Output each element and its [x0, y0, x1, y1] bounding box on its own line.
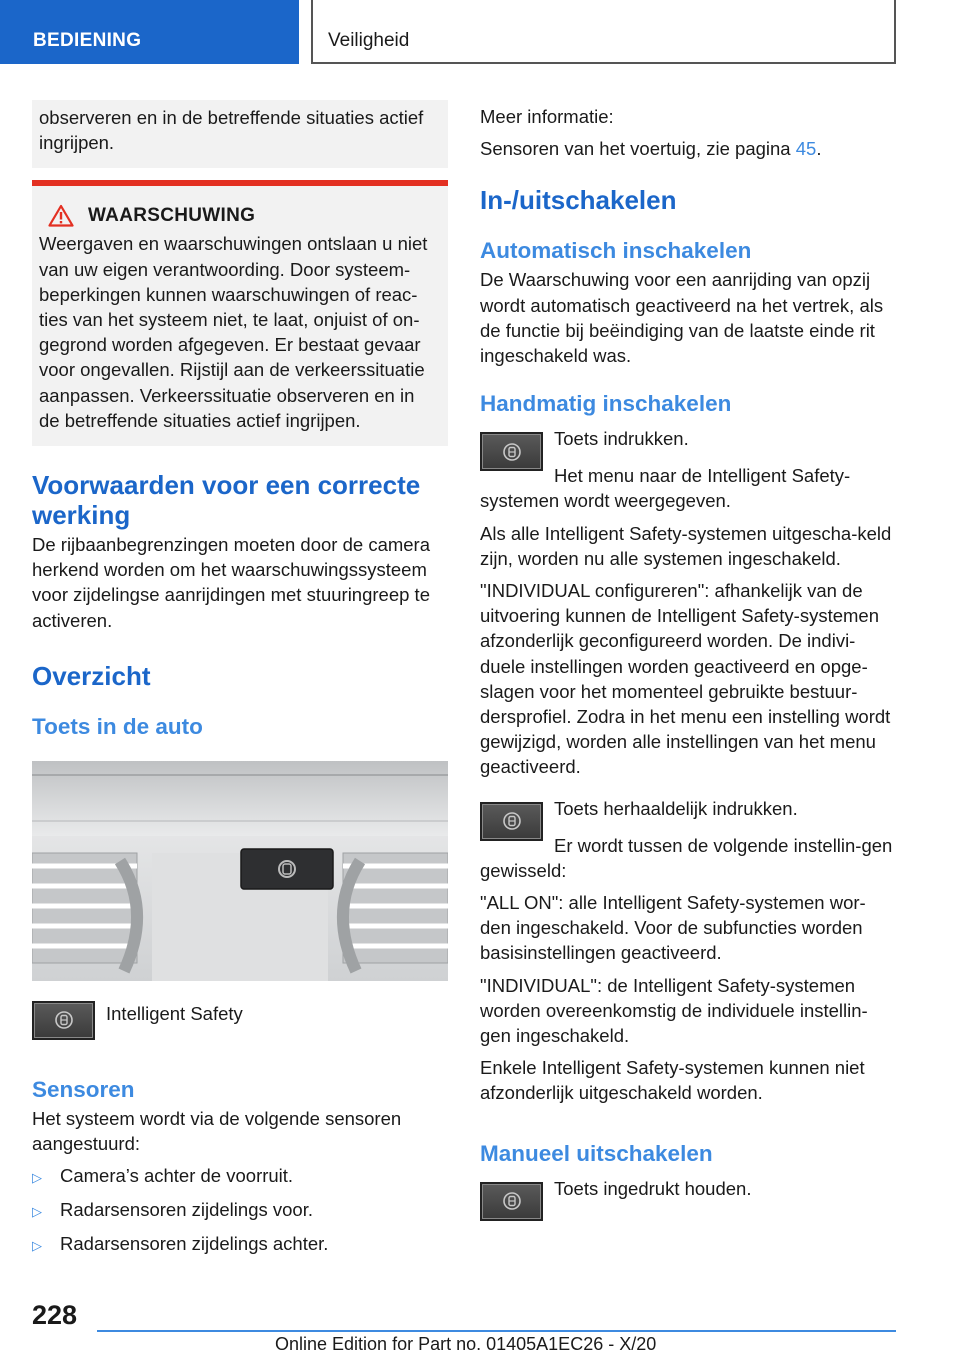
warning-header: [39, 204, 440, 227]
heading-manueel: Manueel uitschakelen: [480, 1140, 713, 1166]
intelligent-safety-button-icon: [480, 1182, 543, 1221]
bullet-triangle-icon: ▷: [32, 1170, 42, 1186]
subsection-title: Veiligheid: [328, 30, 410, 51]
handmatig-step2: Toets herhaaldelijk indrukken.: [554, 797, 798, 819]
sensoren-text: Het systeem wordt via de volgende sensoren aangestuurd:: [32, 1107, 402, 1155]
page-reference-link[interactable]: 45: [795, 138, 817, 160]
handmatig-p2: "INDIVIDUAL configureren": afhankelijk van de uitvoering kunnen de Intelligent Safety-systemen afzonderlijk geconfigureerd worden. De indivi-duele instellingen worden geactiveerd en opge-slagen voor het momenteel gebruikte bestuur-dersprofiel. Zodra in het menu een instelling wordt gewijzigd, worden alle instellingen van het menu geactiveerd.: [480, 580, 891, 778]
manueel-step: Toets ingedrukt houden.: [554, 1177, 752, 1199]
subsection-tab: [311, 0, 896, 64]
meer-info-label: Meer informatie:: [480, 106, 614, 127]
intro-box: [32, 100, 448, 168]
car-button-photo: [32, 761, 448, 981]
list-item: ▷ Radarsensoren zijdelings achter.: [32, 1231, 448, 1258]
bullet-triangle-icon: ▷: [32, 1204, 42, 1220]
automatisch-text: De Waarschuwing voor een aanrijding van opzij wordt automatisch geactiveerd na het vertrek, als de functie bij beëindiging van de laatste einde rit ingeschakeld was.: [480, 269, 884, 367]
heading-in-uitschakelen: In-/uitschakelen: [480, 185, 677, 216]
handmatig-step1: Toets indrukken.: [554, 428, 689, 450]
handmatig-p5: Enkele Intelligent Safety-systemen kunnen niet afzonderlijk uitgeschakeld worden.: [480, 1057, 865, 1104]
list-item: ▷ Camera’s achter de voorruit.: [32, 1163, 448, 1190]
warning-title: WAARSCHUWING: [88, 204, 256, 226]
handmatig-p4: "INDIVIDUAL": de Intelligent Safety-systemen worden overeenkomstig de individuele instellin-gen ingeschakeld.: [480, 974, 868, 1047]
heading-voorwaarden: Voorwaarden voor een correcte werking: [32, 470, 421, 531]
bullet-triangle-icon: ▷: [32, 1238, 42, 1254]
heading-toets-in-de-auto: Toets in de auto: [32, 713, 203, 739]
list-item: ▷ Radarsensoren zijdelings voor.: [32, 1197, 448, 1224]
heading-overzicht: Overzicht: [32, 660, 151, 691]
intelligent-safety-button-icon: [480, 802, 543, 841]
intelligent-safety-button-icon: [32, 1001, 95, 1040]
left-column: [32, 100, 448, 1265]
warning-text: Weergaven en waarschuwingen ontslaan u niet van uw eigen verantwoording. Door systeem-beperkingen kunnen waarschuwingen of reac-ties van het systeem niet, te laat, onjuist of on-gegrond worden afgegeven. Er bestaat gevaar voor ongevallen. Rijstijl aan de verkeerssituatie aanpassen. Verkeerssituatie observeren en in de betreffende situaties actief ingrijpen.: [39, 233, 428, 431]
warning-triangle-icon: [48, 204, 74, 227]
heading-automatisch: Automatisch inschakelen: [480, 238, 752, 264]
footer-edition: Online Edition for Part no. 01405A1EC26 - X/20: [275, 1334, 657, 1354]
section-title: BEDIENING: [33, 30, 142, 51]
intelligent-safety-button-icon: [480, 432, 543, 471]
right-column: [480, 104, 896, 1221]
handmatig-p3: "ALL ON": alle Intelligent Safety-systemen wor-den ingeschakeld. Voor de subfuncties worden basisinstellingen geactiveerd.: [480, 892, 866, 964]
footer-divider: [97, 1330, 896, 1332]
heading-sensoren: Sensoren: [32, 1076, 135, 1102]
intelligent-safety-label: Intelligent Safety: [106, 1002, 243, 1024]
handmatig-p1: Als alle Intelligent Safety-systemen uitgescha-keld zijn, worden nu alle systemen ingeschakeld.: [480, 522, 892, 569]
dashboard-illustration: [32, 761, 448, 981]
handmatig-result2: Er wordt tussen de volgende instellin-gen gewisseld:: [480, 834, 893, 881]
voorwaarden-text: De rijbaanbegrenzingen moeten door de camera herkend worden om het waarschuwingssysteem voor zijdelingse aanrijdingen met stuuringreep te activeren.: [32, 534, 431, 631]
manueel-step-row: [480, 1177, 896, 1221]
heading-handmatig: Handmatig inschakelen: [480, 391, 732, 417]
intro-text: observeren en in de betreffende situaties actief ingrijpen.: [39, 107, 424, 154]
handmatig-result1: Het menu naar de Intelligent Safety-systemen wordt weergegeven.: [480, 465, 851, 512]
sensoren-list: [32, 1163, 448, 1258]
warning-box: [32, 180, 448, 446]
intelligent-safety-row: [32, 1001, 448, 1040]
sensoren-reference: Sensoren van het voertuig, zie pagina 45.: [480, 138, 822, 160]
page-number: 228: [32, 1300, 78, 1330]
section-tab: [0, 0, 299, 64]
